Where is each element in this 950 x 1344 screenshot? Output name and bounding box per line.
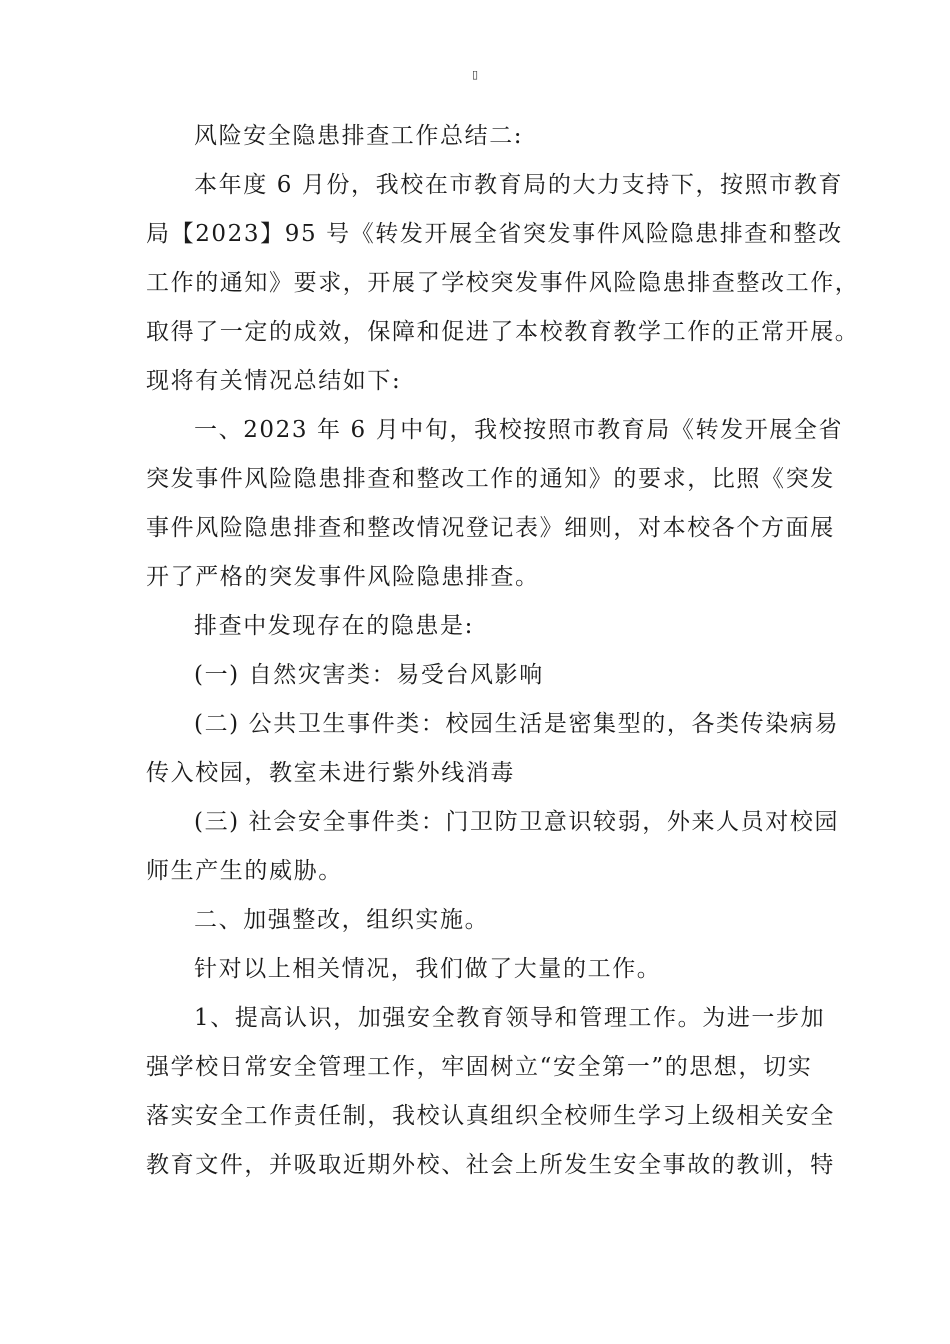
text-line: 落实安全工作责任制，我校认真组织全校师生学习上级相关安全 [146,1103,835,1129]
list-item: 1、提高认识，加强安全教育领导和管理工作。为进一步加 [194,1005,826,1031]
section-heading-1: 一、2023 年 6 月中旬，我校按照市教育局《转发开展全省 [194,417,844,443]
text-line: 排查中发现存在的隐患是: [194,613,474,639]
text-line: 工作的通知》要求，开展了学校突发事件风险隐患排查整改工作， [146,270,860,296]
text-line: 开了严格的突发事件风险隐患排查。 [146,564,540,590]
text-line: 事件风险隐患排查和整改情况登记表》细则，对本校各个方面展 [146,515,835,541]
text-line: 局【2023】95 号《转发开展全省突发事件风险隐患排查和整改 [146,221,843,247]
list-item: (三) 社会安全事件类：门卫防卫意识较弱，外来人员对校园 [194,809,840,835]
text-line: 现将有关情况总结如下: [146,368,402,394]
list-item: (一) 自然灾害类：易受台风影响 [194,662,544,688]
text-line: 师生产生的威胁。 [146,858,343,884]
text-line: 传入校园，教室未进行紫外线消毒 [146,760,515,786]
header-mark: ▯ [471,68,479,81]
text-line: 强学校日常安全管理工作，牢固树立“安全第一”的思想，切实 [146,1054,813,1080]
text-line: 突发事件风险隐患排查和整改工作的通知》的要求，比照《突发 [146,466,835,492]
document-heading: 风险安全隐患排查工作总结二: [194,123,524,149]
document-body [146,112,860,1190]
text-line: 教育文件，并吸取近期外校、社会上所发生安全事故的教训，特 [146,1152,835,1178]
list-item: (二) 公共卫生事件类：校园生活是密集型的，各类传染病易 [194,711,840,737]
text-line: 针对以上相关情况，我们做了大量的工作。 [194,956,662,982]
section-heading-2: 二、加强整改，组织实施。 [194,907,490,933]
text-line: 本年度 6 月份，我校在市教育局的大力支持下，按照市教育 [194,172,844,198]
text-line: 取得了一定的成效，保障和促进了本校教育教学工作的正常开展。 [146,319,860,345]
